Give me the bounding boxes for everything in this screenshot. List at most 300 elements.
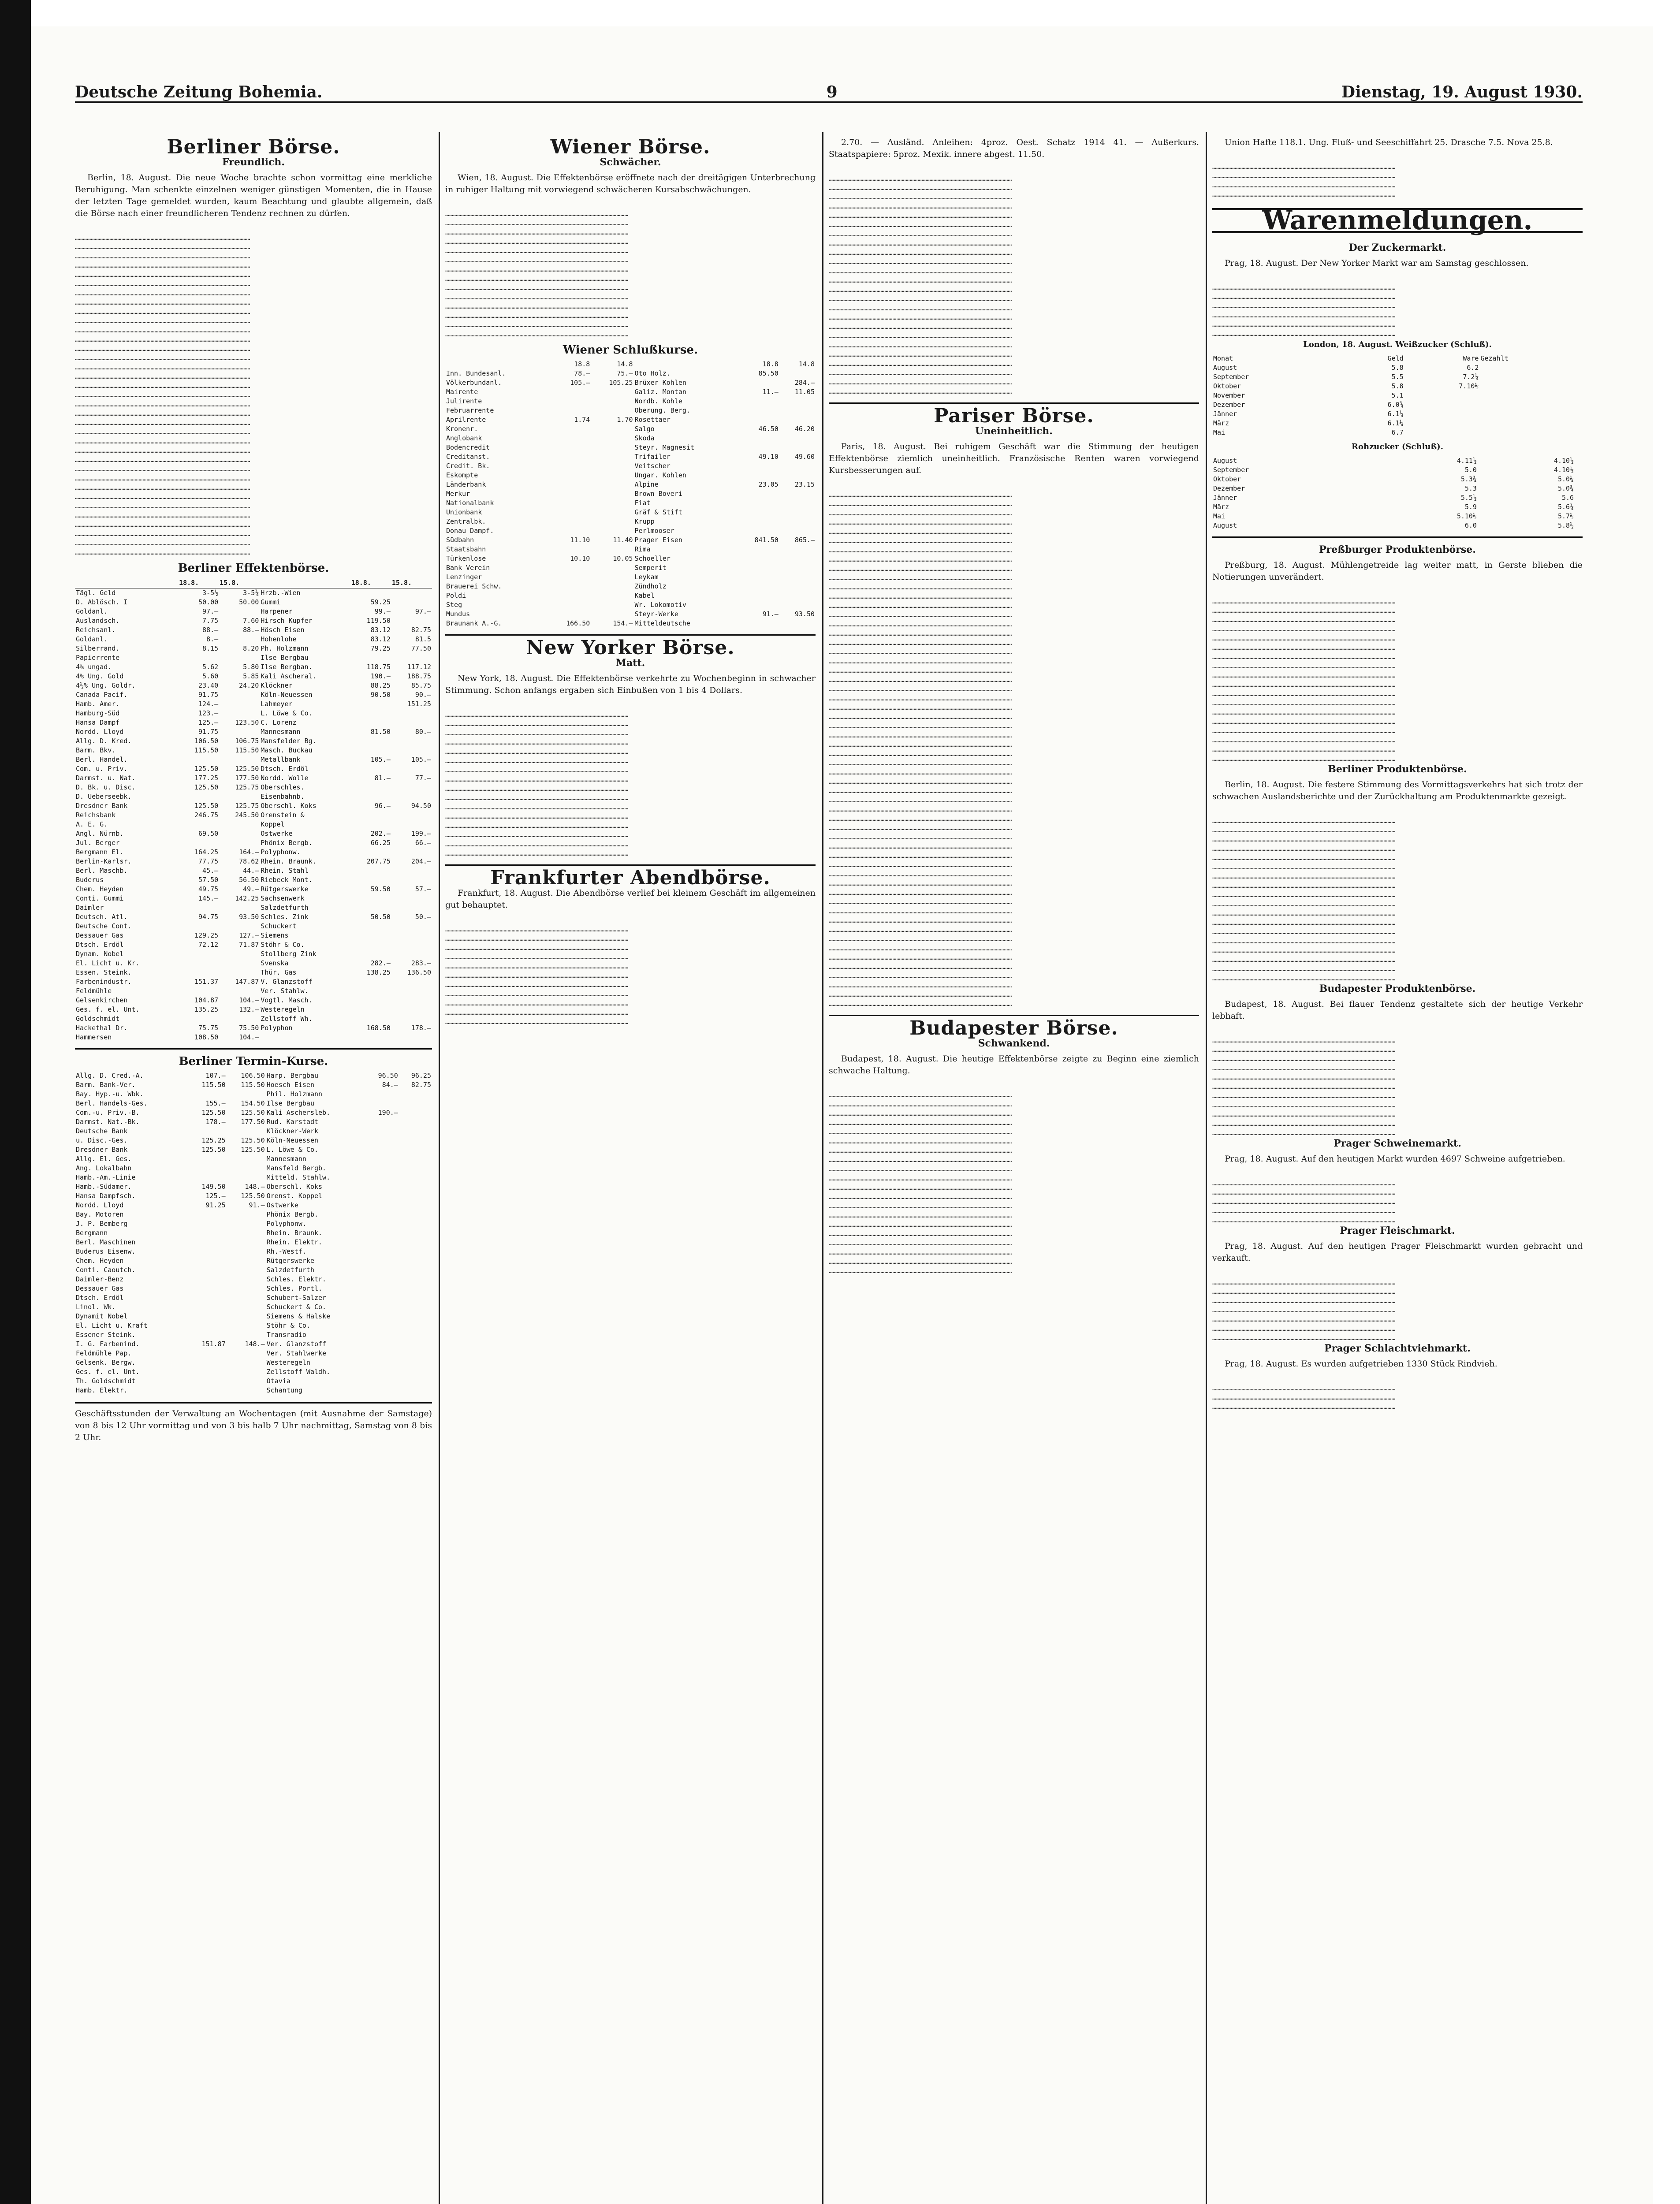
section-subtitle: Berliner Produktenbörse. <box>1328 763 1467 775</box>
table-row <box>75 1275 432 1284</box>
table-cell: 18.8 <box>762 360 779 368</box>
table-cell <box>779 619 816 628</box>
article-text: Budapest, 18. August. Die heutige Effektenbörse zeigte zu Beginn eine ziemlich schwache Haltung. <box>829 1054 1199 1076</box>
table-row <box>75 894 432 903</box>
table-cell <box>399 1377 432 1386</box>
table-row <box>75 653 432 663</box>
table-cell <box>1479 372 1583 382</box>
table-cell <box>227 1275 266 1284</box>
table-cell: 59.25 <box>370 598 391 606</box>
column-rule <box>439 132 440 2204</box>
table-row <box>445 545 816 554</box>
table-cell: Nordd. Lloyd <box>76 1201 124 1209</box>
table-cell: Feldmühle Pap. <box>76 1349 132 1357</box>
table-cell: 135.25 <box>194 1005 219 1013</box>
table-cell: 865.— <box>794 536 815 544</box>
table-cell: 97.— <box>415 607 431 615</box>
table-row <box>75 1164 432 1173</box>
table-cell: Salgo <box>634 425 655 433</box>
table-row <box>445 443 816 452</box>
table-cell: 83.12 <box>370 626 391 634</box>
table-cell: Semperit <box>634 564 667 572</box>
column-header: 18.8. <box>351 578 391 588</box>
table-title: Berliner Termin-Kurse. <box>179 1055 328 1068</box>
table-cell: Transradio <box>266 1331 306 1339</box>
table-cell <box>548 489 591 499</box>
table-cell: 5.3 <box>1464 484 1477 492</box>
table-cell <box>351 894 391 903</box>
table-cell: 8.15 <box>202 644 219 652</box>
table-cell <box>351 811 391 820</box>
table-cell <box>399 1164 432 1173</box>
column-header: 15.8. <box>219 578 260 588</box>
table-cell: 129.25 <box>194 931 219 939</box>
table-cell: Dtsch. Erdöl <box>76 1294 124 1302</box>
table-cell: August <box>1213 364 1237 372</box>
table-cell: 246.75 <box>194 811 219 819</box>
table-cell <box>737 471 779 480</box>
section-title: Budapester Börse. <box>909 1017 1118 1039</box>
table-row <box>445 610 816 619</box>
table-cell <box>187 1154 227 1164</box>
table-row <box>75 1154 432 1164</box>
table-row <box>75 1099 432 1108</box>
table-cell <box>366 1154 399 1164</box>
table-cell <box>351 922 391 931</box>
table-row <box>75 1182 432 1191</box>
table-cell: 125.50 <box>241 1192 265 1200</box>
table-cell: Harpener <box>261 607 293 615</box>
table-cell <box>187 1312 227 1321</box>
table-cell: 82.75 <box>411 1081 431 1089</box>
table-row <box>445 573 816 582</box>
table-cell: Dynamit Nobel <box>76 1312 128 1320</box>
table-cell <box>1575 465 1583 475</box>
table-cell <box>399 1191 432 1201</box>
table-cell: Rütgerswerke <box>266 1257 314 1265</box>
table-cell: Mai <box>1213 428 1226 436</box>
table-cell: Ungar. Kohlen <box>634 471 686 479</box>
table-cell: 5.1 <box>1391 391 1404 399</box>
column-header <box>75 578 179 588</box>
table-cell: Zündholz <box>634 582 667 590</box>
table-row <box>445 397 816 406</box>
table-cell <box>366 1303 399 1312</box>
table-cell: 91.— <box>762 610 779 618</box>
table-cell: 23.15 <box>794 480 815 488</box>
table-cell: 14.8 <box>798 360 815 368</box>
column-header <box>260 578 350 588</box>
table-cell: 5.62 <box>202 663 219 671</box>
table-cell: 88.25 <box>370 681 391 689</box>
table-cell: El. Licht u. Kraft <box>76 1322 148 1329</box>
table-cell: Conti. Caoutch. <box>76 1266 136 1274</box>
table-cell <box>779 462 816 471</box>
table-cell: Alpine <box>634 480 659 488</box>
table-cell <box>737 489 779 499</box>
table-cell: Buderus <box>76 876 104 884</box>
table-row <box>1212 372 1583 382</box>
table-cell: 3-5¾ <box>243 589 259 597</box>
table-cell: Allg. D. Kred. <box>76 737 132 745</box>
table-cell: Dynam. Nobel <box>76 950 124 958</box>
table-row <box>75 977 432 987</box>
table-cell: Völkerbundanl. <box>446 379 502 387</box>
table-cell <box>548 397 591 406</box>
table-cell <box>351 792 391 801</box>
table-cell: Skoda <box>634 434 655 442</box>
table-cell <box>187 1229 227 1238</box>
table-cell <box>366 1164 399 1173</box>
table-cell: 132.— <box>239 1005 259 1013</box>
table-cell: 282.— <box>370 959 391 967</box>
table-cell <box>399 1266 432 1275</box>
table-cell: Mai <box>1213 512 1226 520</box>
table-cell: 85.50 <box>758 369 779 377</box>
article-text: Prag, 18. August. Es wurden aufgetrieben 1330 Stück Rindvieh. <box>1225 1359 1497 1369</box>
table-cell: Ostwerke <box>266 1201 298 1209</box>
table-cell: Nordd. Wolle <box>261 774 309 782</box>
table-cell: 145.— <box>198 894 219 902</box>
table-cell: 6.0 <box>1464 521 1477 529</box>
table-cell: Oktober <box>1213 382 1241 390</box>
table-cell <box>779 563 816 573</box>
table-cell <box>391 1033 432 1042</box>
article-text-block: ………………………………………………………………………………………………………………………… ………………………………………………………………………………………………………………………… ………………………………………………………………………………………………………………………… ………………………………………………………………………………………………………………………… ………………………………………………………………………………………………………………………… ………………………………………………………………………………………………………………………… ………………………………………………………………………………………………………………………… ………………………………………………………………………………………………………………………… ………………………………………………………………………………………………………………………… ………………………………………………………………………………………………………………………… ………………………………………………………………………………………………………………………… <box>445 925 629 1026</box>
table-cell <box>391 737 432 746</box>
table-cell <box>351 977 391 987</box>
table-cell <box>351 940 391 949</box>
table-cell: D. Ablösch. I <box>76 598 128 606</box>
table-cell: 94.75 <box>198 913 219 921</box>
table-cell <box>399 1127 432 1136</box>
table-cell <box>219 690 260 700</box>
section-subtitle: Preßburger Produktenbörse. <box>1319 544 1476 555</box>
table-cell: 154.— <box>613 619 633 627</box>
table-row <box>75 875 432 885</box>
section-title: Wiener Börse. <box>550 137 711 158</box>
divider <box>445 634 816 636</box>
table-cell <box>179 820 219 829</box>
table-cell <box>548 406 591 415</box>
table-cell <box>548 499 591 508</box>
table-cell <box>591 406 633 415</box>
article-text-block: ………………………………………………………………………………………………………………………… ………………………………………………………………………………………………………………………… ………………………………………………………………………………………………………………………… ………………………………………………………………………………………………………………………… ………………………………………………………………………………………………………………………… ………………………………………………………………………………………………………………………… ………………………………………………………………………………………………………………………… ………………………………………………………………………………………………………………………… ………………………………………………………………………………………………………………………… ………………………………………………………………………………………………………………………… ………………………………………………………………………………………………………………………… ………………………………………………………………………………………………………………………… ………………………………………………………………………………………………………………………… ………………………………………………………………………………………………………………………… ………………………………………………………………………………………………………………………… ………………………………………………………………………………………………………………………… ………………………………………………………………………………………………………………………… ………………………………………………………………………………………………………………………… ………………………………………………………………………………………………………………………… ………………………………………………………………………………………………………………………… <box>829 1091 1012 1275</box>
table-cell <box>179 755 219 764</box>
table-row <box>75 737 432 746</box>
table-cell: Schles. Elektr. <box>266 1275 327 1283</box>
table-cell <box>591 517 633 526</box>
table-cell: Dtsch. Erdöl <box>76 941 124 949</box>
table-cell: August <box>1213 457 1237 465</box>
table-cell <box>366 1210 399 1219</box>
table-cell: 283.— <box>411 959 431 967</box>
table-cell: 1.70 <box>617 416 633 424</box>
table-cell: Mannesmann <box>261 728 301 736</box>
table-cell <box>366 1284 399 1293</box>
article-text-block: ………………………………………………………………………………………………………………………… ………………………………………………………………………………………………………………………… ………………………………………………………………………………………………………………………… ………………………………………………………………………………………………………………………… ………………………………………………………………………………………………………………………… ………………………………………………………………………………………………………………………… ………………………………………………………………………………………………………………………… ………………………………………………………………………………………………………………………… ………………………………………………………………………………………………………………………… ………………………………………………………………………………………………………………………… ………………………………………………………………………………………………………………………… ………………………………………………………………………………………………………………………… ………………………………………………………………………………………………………………………… ………………………………………………………………………………………………………………………… ………………………………………………………………………………………………………………………… ………………………………………………………………………………………………………………………… ………………………………………………………………………………………………………………………… ………………………………………………………………………………………………………………………… ………………………………………………………………………………………………………………………… ………………………………………………………………………………………………………………………… ………………………………………………………………………………………………………………………… ………………………………………………………………………………………………………………………… ………………………………………………………………………………………………………………………… ………………………………………………………………………………………………………………………… <box>829 175 1012 395</box>
table-cell: 80.— <box>415 728 431 736</box>
table-cell <box>366 1349 399 1358</box>
table-cell: 841.50 <box>754 536 779 544</box>
table-cell <box>391 811 432 820</box>
table-cell <box>187 1164 227 1173</box>
table-cell: Monat <box>1213 354 1233 362</box>
table-cell <box>1575 503 1583 512</box>
table-row <box>75 663 432 672</box>
table-cell: 99.— <box>374 607 391 615</box>
table-cell: Klöckner-Werk <box>266 1127 319 1135</box>
table-cell: Julirente <box>446 397 482 405</box>
table-cell: Hamburg-Süd <box>76 709 120 717</box>
table-cell: Stollberg Zink <box>261 950 317 958</box>
table-cell <box>219 700 260 709</box>
table-cell <box>391 848 432 857</box>
table-cell: 125.50 <box>194 783 219 791</box>
article-text-block: ………………………………………………………………………………………………………………………… ………………………………………………………………………………………………………………………… ………………………………………………………………………………………………………………………… ………………………………………………………………………………………………………………………… ………………………………………………………………………………………………………………………… ………………………………………………………………………………………………………………………… ………………………………………………………………………………………………………………………… ………………………………………………………………………………………………………………………… ………………………………………………………………………………………………………………………… ………………………………………………………………………………………………………………………… ………………………………………………………………………………………………………………………… ………………………………………………………………………………………………………………………… ………………………………………………………………………………………………………………………… ………………………………………………………………………………………………………………………… <box>445 210 629 338</box>
table-cell: 94.50 <box>411 802 431 810</box>
table-cell: Goldanl. <box>76 635 108 643</box>
article-text-block: ………………………………………………………………………………………………………………………… ………………………………………………………………………………………………………………………… ………………………………………………………………………………………………………………………… ………………………………………………………………………………………………………………………… ………………………………………………………………………………………………………………………… ………………………………………………………………………………………………………………………… ………………………………………………………………………………………………………………………… ………………………………………………………………………………………………………………………… ………………………………………………………………………………………………………………………… ………………………………………………………………………………………………………………………… ………………………………………………………………………………………………………………………… <box>1212 1036 1396 1137</box>
table-cell <box>351 588 391 598</box>
table-row <box>75 1136 432 1145</box>
table-cell <box>779 517 816 526</box>
table-cell <box>399 1117 432 1127</box>
table-row <box>75 996 432 1005</box>
table-title: London, 18. August. Weißzucker (Schluß). <box>1303 340 1492 349</box>
table-cell <box>219 922 260 931</box>
table-cell <box>366 1201 399 1210</box>
table-cell: Orenstein & <box>261 811 305 819</box>
table-cell: 91.75 <box>198 728 219 736</box>
table-cell <box>779 369 816 378</box>
table-row <box>75 690 432 700</box>
table-cell: Auslandsch. <box>76 617 120 625</box>
table-cell: Dessauer Gas <box>76 931 124 939</box>
table-cell <box>1479 419 1583 428</box>
table-cell: 5.5 <box>1391 373 1404 381</box>
table-cell <box>591 397 633 406</box>
table-cell <box>366 1191 399 1201</box>
table-cell: Brown Boveri <box>634 490 682 498</box>
table-cell: Tägl. Geld <box>76 589 116 597</box>
table-cell <box>1575 521 1583 530</box>
table-row <box>75 987 432 996</box>
table-cell: Koppel <box>261 820 285 828</box>
table-title: Rohzucker (Schluß). <box>1352 442 1443 451</box>
table-row <box>445 508 816 517</box>
article-text-block: …………………………………………………………………………………………………………………… …………………………………………………………………………………………………………………… …………………………………………………………………………………………………………………… …………………………………………………………………………………………………………………… …………………………………………………………………………………………………………………… …………………………………………………………………………………………………………………… …………………………………………………………………………………………………………………… …………………………………………………………………………………………………………………… …………………………………………………………………………………………………………………… …………………………………………………………………………………………………………………… …………………………………………………………………………………………………………………… …………………………………………………………………………………………………………………… …………………………………………………………………………………………………………………… …………………………………………………………………………………………………………………… …………………………………………………………………………………………………………………… …………………………………………………………………………………………………………………… …………………………………………………………………………………………………………………… …………………………………………………………………………………………………………………… …………………………………………………………………………………………………………………… …………………………………………………………………………………………………………………… …………………………………………………………………………………………………………………… …………………………………………………………………………………………………………………… …………………………………………………………………………………………………………………… …………………………………………………………………………………………………………………… …………………………………………………………………………………………………………………… …………………………………………………………………………………………………………………… …………………………………………………………………………………………………………………… …………………………………………………………………………………………………………………… …………………………………………………………………………………………………………………… …………………………………………………………………………………………………………………… …………………………………………………………………………………………………………………… …………………………………………………………………………………………………………………… …………………………………………………………………………………………………………………… …………………………………………………………………………………………………………………… …………………………………………………………………………………………………………………… <box>75 234 250 556</box>
table-row <box>75 903 432 912</box>
table-cell <box>399 1312 432 1321</box>
table-cell: Stöhr & Co. <box>261 941 305 949</box>
raw-sugar-table <box>1212 456 1583 530</box>
table-cell: 155.— <box>205 1099 226 1107</box>
table-cell <box>366 1330 399 1340</box>
table-cell <box>591 600 633 610</box>
table-cell: Veitscher <box>634 462 671 470</box>
table-cell <box>548 471 591 480</box>
column-rule <box>1206 132 1207 2204</box>
table-cell: Dresdner Bank <box>76 802 128 810</box>
table-row <box>75 1340 432 1349</box>
table-cell: Gräf & Stift <box>634 508 682 516</box>
table-cell: November <box>1213 391 1245 399</box>
table-cell: 4.11½ <box>1456 457 1477 465</box>
table-cell <box>399 1340 432 1349</box>
table-cell: 5.6 <box>1561 494 1574 502</box>
table-cell: Mundus <box>446 610 470 618</box>
table-cell <box>351 764 391 774</box>
table-cell: Otavia <box>266 1377 291 1385</box>
table-cell: Westeregeln <box>266 1359 310 1366</box>
table-cell <box>227 1377 266 1386</box>
table-cell <box>591 452 633 462</box>
table-cell: Länderbank <box>446 480 486 488</box>
table-cell: 50.50 <box>370 913 391 921</box>
issue-date: Dienstag, 19. August 1930. <box>1341 83 1583 101</box>
table-row <box>75 764 432 774</box>
section-subtitle: Freundlich. <box>222 156 285 168</box>
table-cell <box>399 1247 432 1256</box>
table-cell: 72.12 <box>198 941 219 949</box>
table-cell <box>779 406 816 415</box>
table-row <box>445 360 816 369</box>
table-cell <box>187 1238 227 1247</box>
table-cell <box>591 610 633 619</box>
table-cell: Köln-Neuessen <box>266 1136 319 1144</box>
table-cell <box>779 591 816 600</box>
table-cell <box>779 554 816 563</box>
table-cell: Eskompte <box>446 471 478 479</box>
article-text-block: ………………………………………………………………………………………………………………………… ………………………………………………………………………………………………………………………… ………………………………………………………………………………………………………………………… ………………………………………………………………………………………………………………………… ………………………………………………………………………………………………………………………… ………………………………………………………………………………………………………………………… ………………………………………………………………………………………………………………………… ………………………………………………………………………………………………………………………… ………………………………………………………………………………………………………………………… ………………………………………………………………………………………………………………………… ………………………………………………………………………………………………………………………… ………………………………………………………………………………………………………………………… ………………………………………………………………………………………………………………………… ………………………………………………………………………………………………………………………… ………………………………………………………………………………………………………………………… ………………………………………………………………………………………………………………………… ………………………………………………………………………………………………………………………… ………………………………………………………………………………………………………………………… ………………………………………………………………………………………………………………………… ………………………………………………………………………………………………………………………… ………………………………………………………………………………………………………………………… ………………………………………………………………………………………………………………………… ………………………………………………………………………………………………………………………… ………………………………………………………………………………………………………………………… ………………………………………………………………………………………………………………………… ………………………………………………………………………………………………………………………… ………………………………………………………………………………………………………………………… ………………………………………………………………………………………………………………………… ………………………………………………………………………………………………………………………… ………………………………………………………………………………………………………………………… ………………………………………………………………………………………………………………………… ………………………………………………………………………………………………………………………… ………………………………………………………………………………………………………………………… ………………………………………………………………………………………………………………………… ………………………………………………………………………………………………………………………… ………………………………………………………………………………………………………………………… ………………………………………………………………………………………………………………………… ………………………………………………………………………………………………………………………… ………………………………………………………………………………………………………………………… ………………………………………………………………………………………………………………………… ………………………………………………………………………………………………………………………… ………………………………………………………………………………………………………………………… ………………………………………………………………………………………………………………………… ………………………………………………………………………………………………………………………… ………………………………………………………………………………………………………………………… ………………………………………………………………………………………………………………………… ………………………………………………………………………………………………………………………… ………………………………………………………………………………………………………………………… ………………………………………………………………………………………………………………………… ………………………………………………………………………………………………………………………… ………………………………………………………………………………………………………………………… ………………………………………………………………………………………………………………………… ………………………………………………………………………………………………………………………… ………………………………………………………………………………………………………………………… ………………………………………………………………………………………………………………………… ………………………………………………………………………………………………………………………… <box>829 491 1012 1008</box>
table-cell <box>366 1099 399 1108</box>
table-cell: 5.0¼ <box>1557 475 1574 483</box>
table-cell: 4% Ung. Gold <box>76 672 124 680</box>
table-cell: 96.50 <box>378 1072 398 1080</box>
table-cell <box>391 977 432 987</box>
table-cell: Masch. Buckau <box>261 746 313 754</box>
table-cell <box>366 1090 399 1099</box>
table-cell <box>548 582 591 591</box>
table-row <box>75 1312 432 1321</box>
table-cell <box>779 508 816 517</box>
table-cell <box>179 968 219 977</box>
table-row <box>1212 465 1583 475</box>
table-cell <box>179 1014 219 1024</box>
table-cell: Hamb. Amer. <box>76 700 120 708</box>
table-cell: Barm. Bank-Ver. <box>76 1081 136 1089</box>
table-cell <box>1404 419 1480 428</box>
table-cell <box>1404 428 1480 437</box>
table-cell: Daimler-Benz <box>76 1275 124 1283</box>
table-cell <box>179 987 219 996</box>
table-cell: Nordb. Kohle <box>634 397 682 405</box>
table-row <box>1212 512 1583 521</box>
table-cell: 115.50 <box>201 1081 226 1089</box>
table-cell <box>591 573 633 582</box>
table-cell: 124.— <box>198 700 219 708</box>
table-cell: Dessauer Gas <box>76 1284 124 1292</box>
table-cell <box>1575 493 1583 503</box>
table-cell: 148.— <box>245 1340 265 1348</box>
table-row <box>445 424 816 434</box>
divider <box>829 1015 1199 1016</box>
table-cell: Dezember <box>1213 484 1245 492</box>
table-row <box>75 1238 432 1247</box>
table-cell <box>366 1238 399 1247</box>
table-cell <box>227 1256 266 1266</box>
table-cell <box>779 499 816 508</box>
table-cell: Reichsbank <box>76 811 116 819</box>
table-cell: Papierrente <box>76 654 120 662</box>
table-row <box>1212 521 1583 530</box>
table-cell: Rhein. Stahl <box>261 867 309 875</box>
table-row <box>75 931 432 940</box>
table-cell: 14.8 <box>617 360 633 368</box>
section-title: Berliner Börse. <box>167 137 340 158</box>
table-row <box>75 774 432 783</box>
table-cell: 284.— <box>794 379 815 387</box>
table-cell: Siemens & Halske <box>266 1312 331 1320</box>
table-cell: Berl. Handel. <box>76 756 128 763</box>
table-cell <box>399 1182 432 1191</box>
table-cell: Berlin-Karlsr. <box>76 857 132 865</box>
table-cell <box>219 635 260 644</box>
table-cell <box>399 1321 432 1330</box>
table-cell <box>591 443 633 452</box>
table-cell: Oto Holz. <box>634 369 671 377</box>
table-cell: Kali Ascheral. <box>261 672 317 680</box>
page-number: 9 <box>826 83 838 101</box>
table-cell: Polyphon <box>261 1024 293 1032</box>
table-cell: 75.75 <box>198 1024 219 1032</box>
table-row <box>75 1071 432 1080</box>
table-cell: 125.50 <box>241 1109 265 1117</box>
table-cell <box>737 462 779 471</box>
table-cell: 151.25 <box>407 700 431 708</box>
table-cell: Ges. f. el. Unt. <box>76 1005 140 1013</box>
table-cell <box>737 582 779 591</box>
table-cell: 125.50 <box>201 1146 226 1154</box>
table-cell <box>179 959 219 968</box>
table-row <box>75 912 432 922</box>
wien-schlusskurse-table <box>445 360 816 628</box>
table-cell: Hansa Dampfsch. <box>76 1192 136 1200</box>
table-cell <box>187 1377 227 1386</box>
table-row <box>445 452 816 462</box>
table-cell: 49.— <box>243 885 259 893</box>
table-row <box>75 829 432 838</box>
table-cell: 106.75 <box>235 737 259 745</box>
table-row <box>75 1173 432 1182</box>
table-cell <box>391 949 432 959</box>
table-cell: Salzdetfurth <box>266 1266 314 1274</box>
table-cell: 79.25 <box>370 644 391 652</box>
column-header: 15.8. <box>391 578 432 588</box>
table-cell: Silberrand. <box>76 644 120 652</box>
table-cell <box>366 1182 399 1191</box>
table-cell <box>1575 456 1583 465</box>
table-cell: El. Licht u. Kr. <box>76 959 140 967</box>
table-cell: Harp. Bergbau <box>266 1072 319 1080</box>
table-cell <box>399 1256 432 1266</box>
article-text: Wien, 18. August. Die Effektenbörse eröffnete nach der dreitägigen Unterbrechung in ruhiger Haltung mit vorwiegend schwächeren Kursabschwächungen. <box>445 173 816 194</box>
table-cell <box>351 931 391 940</box>
table-cell <box>187 1321 227 1330</box>
table-row <box>75 1247 432 1256</box>
table-cell <box>366 1136 399 1145</box>
